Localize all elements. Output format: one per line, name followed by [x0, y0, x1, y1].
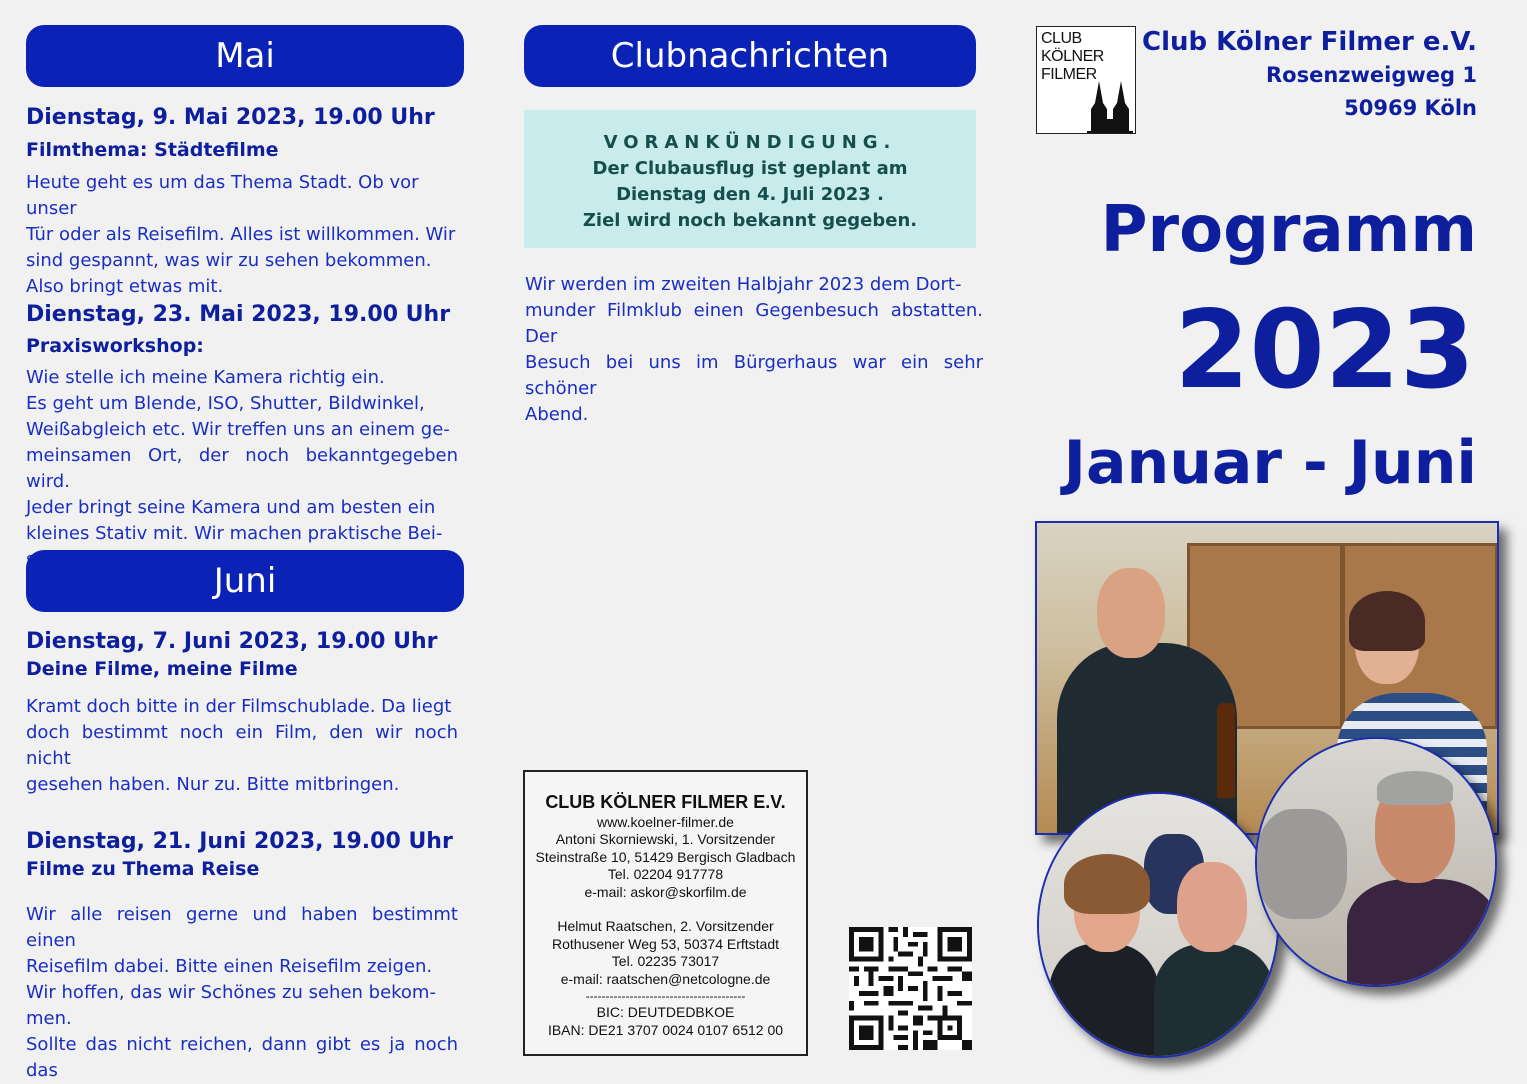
club-photo-audience	[1037, 792, 1279, 1058]
text-line: Kramt doch bitte in der Filmschublade. Da liegt	[26, 696, 452, 717]
event-description-may-23	[26, 365, 458, 573]
text-line: meinsamen Ort, der noch bekanntgegeben wird.	[26, 445, 458, 492]
event-date-may-9: Dienstag, 9. Mai 2023, 19.00 Uhr	[26, 105, 435, 130]
text-line: Es geht um Blende, ISO, Shutter, Bildwinkel,	[26, 393, 425, 414]
announcement-box	[524, 110, 976, 248]
may-header: Mai	[26, 25, 464, 87]
text-line: Abend.	[525, 404, 589, 425]
contact-chair2: Helmut Raatschen, 2. Vorsitzender	[557, 918, 774, 934]
event-description-may-9	[26, 170, 458, 300]
contact-address1: Steinstraße 10, 51429 Bergisch Gladbach	[535, 848, 796, 865]
logo-text: KÖLNER	[1041, 48, 1104, 65]
contact-phone2: Tel. 02235 73017	[611, 953, 720, 969]
text-line: kleines Stativ mit. Wir machen praktische Bei-	[26, 523, 443, 544]
contact-divider: ----------------------------------------	[585, 989, 746, 1003]
text-line: Wie stelle ich meine Kamera richtig ein.	[26, 367, 385, 388]
text-line: Reisefilm dabei. Bitte einen Reisefilm zeigen.	[26, 956, 433, 977]
contact-title: CLUB KÖLNER FILMER E.V.	[545, 792, 786, 812]
contact-email2: e-mail: raatschen@netcologne.de	[560, 970, 771, 987]
june-header: Juni	[26, 550, 464, 612]
event-subtitle-may-23: Praxisworkshop:	[26, 335, 204, 357]
text-line: gesehen haben. Nur zu. Bitte mitbringen.	[26, 774, 400, 795]
contact-chair1: Antoni Skorniewski, 1. Vorsitzender	[555, 831, 776, 847]
club-photo-member	[1255, 737, 1497, 987]
program-year: 2023	[1174, 288, 1475, 413]
contact-phone1: Tel. 02204 917778	[607, 866, 724, 882]
cathedral-icon	[1087, 79, 1133, 133]
club-news-header: Clubnachrichten	[524, 25, 976, 87]
contact-website: www.koelner-filmer.de	[597, 813, 734, 830]
announcement-line: Dienstag den 4. Juli 2023 .	[616, 184, 884, 205]
text-line: Weißabgleich etc. Wir treffen uns an einem ge-	[26, 419, 450, 440]
event-subtitle-june-7: Deine Filme, meine Filme	[26, 658, 298, 680]
announcement-line: Der Clubausflug ist geplant am	[592, 158, 908, 179]
event-date-june-7: Dienstag, 7. Juni 2023, 19.00 Uhr	[26, 629, 438, 654]
text-line: Wir hoffen, das wir Schönes zu sehen bekom-	[26, 982, 436, 1003]
contact-bic: BIC: DEUTDEDBKOE	[596, 1004, 735, 1020]
text-line: Wir werden im zweiten Halbjahr 2023 dem Dort-	[525, 274, 962, 295]
logo-text: CLUB	[1041, 30, 1082, 47]
club-news-paragraph	[525, 272, 983, 428]
event-description-june-7	[26, 694, 458, 798]
contact-email1: e-mail: askor@skorfilm.de	[584, 883, 747, 900]
program-title: Programm	[1100, 193, 1477, 267]
contact-iban: IBAN: DE21 3707 0024 0107 6512 00	[547, 1021, 784, 1038]
text-line: munder Filmklub einen Gegenbesuch abstatten. Der	[525, 300, 983, 347]
club-street: Rosenzweigweg 1	[1266, 63, 1477, 87]
event-description-june-21	[26, 902, 458, 1084]
text-line: sind gespannt, was wir zu sehen bekommen.	[26, 250, 432, 271]
announcement-line: Ziel wird noch bekannt gegeben.	[582, 210, 918, 231]
text-line: Sollte das nicht reichen, dann gibt es ja noch das	[26, 1034, 458, 1081]
club-city: 50969 Köln	[1344, 96, 1477, 120]
text-line: Also bringt etwas mit.	[26, 276, 224, 297]
event-subtitle-may-9: Filmthema: Städtefilme	[26, 139, 279, 161]
logo-text: FILMER	[1041, 66, 1097, 83]
contact-box	[523, 770, 808, 1056]
club-name: Club Kölner Filmer e.V.	[1142, 27, 1477, 57]
text-line: doch bestimmt noch ein Film, den wir noch nicht	[26, 722, 458, 769]
program-period: Januar - Juni	[1063, 428, 1477, 498]
event-subtitle-june-21: Filme zu Thema Reise	[26, 858, 260, 880]
text-line: Heute geht es um das Thema Stadt. Ob vor unser	[26, 172, 419, 219]
club-logo	[1036, 26, 1136, 134]
text-line: Tür oder als Reisefilm. Alles ist willkommen. Wir	[26, 224, 456, 245]
qr-code-icon	[849, 927, 972, 1050]
event-date-may-23: Dienstag, 23. Mai 2023, 19.00 Uhr	[26, 302, 451, 327]
text-line: Wir alle reisen gerne und haben bestimmt einen	[26, 904, 458, 951]
text-line: Jeder bringt seine Kamera und am besten ein	[26, 497, 436, 518]
announcement-heading: VORANKÜNDIGUNG.	[603, 132, 897, 153]
event-date-june-21: Dienstag, 21. Juni 2023, 19.00 Uhr	[26, 829, 453, 854]
contact-address2: Rothusener Weg 53, 50374 Erftstadt	[552, 935, 779, 952]
text-line: men.	[26, 1008, 72, 1029]
text-line: Besuch bei uns im Bürgerhaus war ein sehr schöner	[525, 352, 983, 399]
